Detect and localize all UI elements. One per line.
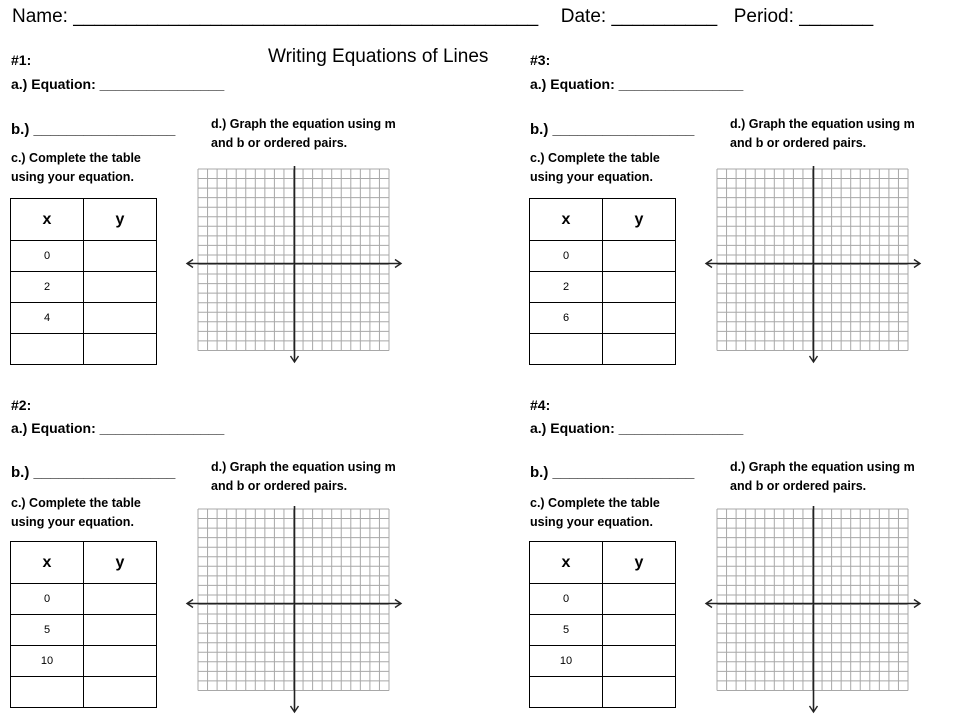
x-cell[interactable]: 0	[11, 584, 84, 615]
graph-instructions-line2: and b or ordered pairs.	[730, 136, 867, 150]
y-cell[interactable]	[603, 334, 676, 365]
date-blank[interactable]: __________	[611, 6, 718, 27]
table-instructions-line1: c.) Complete the table	[11, 496, 141, 510]
x-header: x	[530, 542, 603, 584]
x-cell[interactable]	[530, 677, 603, 708]
equation-blank[interactable]: ________________	[99, 420, 225, 436]
coordinate-grid[interactable]	[704, 166, 924, 366]
name-blank[interactable]: ____________________________________________	[73, 6, 539, 27]
x-cell[interactable]	[11, 334, 84, 365]
xy-table	[529, 198, 676, 365]
b-line	[11, 464, 175, 481]
b-label: b.)	[530, 464, 549, 481]
y-cell[interactable]	[603, 272, 676, 303]
equation-line	[530, 76, 743, 92]
problem-number: #2:	[11, 397, 32, 413]
equation-blank[interactable]: ________________	[618, 76, 744, 92]
equation-line	[11, 76, 224, 92]
table-instructions-line2: using your equation.	[530, 170, 653, 184]
table-instructions-line2: using your equation.	[530, 515, 653, 529]
period-blank[interactable]: _______	[799, 6, 874, 27]
graph-instructions-line2: and b or ordered pairs.	[730, 479, 867, 493]
table-instructions-line1: c.) Complete the table	[11, 151, 141, 165]
x-cell[interactable]: 10	[530, 646, 603, 677]
y-header: y	[84, 542, 157, 584]
graph-instructions	[730, 115, 915, 153]
b-label: b.)	[530, 121, 549, 138]
table-instructions	[11, 149, 141, 187]
y-cell[interactable]	[603, 584, 676, 615]
graph-instructions	[211, 458, 396, 496]
y-cell[interactable]	[603, 303, 676, 334]
page-title: Writing Equations of Lines	[268, 46, 489, 67]
y-header: y	[603, 542, 676, 584]
y-cell[interactable]	[84, 334, 157, 365]
y-cell[interactable]	[84, 584, 157, 615]
table-instructions-line2: using your equation.	[11, 170, 134, 184]
x-cell[interactable]: 5	[530, 615, 603, 646]
equation-blank[interactable]: ________________	[99, 76, 225, 92]
x-cell[interactable]: 6	[530, 303, 603, 334]
problem-number: #4:	[530, 397, 551, 413]
x-cell[interactable]: 2	[11, 272, 84, 303]
equation-blank[interactable]: ________________	[618, 420, 744, 436]
b-blank[interactable]: _________________	[552, 464, 695, 481]
x-cell[interactable]: 5	[11, 615, 84, 646]
x-header: x	[530, 199, 603, 241]
coordinate-grid[interactable]	[185, 506, 405, 716]
x-cell[interactable]: 4	[11, 303, 84, 334]
b-blank[interactable]: _________________	[33, 121, 176, 138]
table-instructions-line2: using your equation.	[11, 515, 134, 529]
equation-line	[530, 420, 743, 436]
graph-instructions	[211, 115, 396, 153]
y-cell[interactable]	[84, 677, 157, 708]
equation-label: a.) Equation:	[11, 420, 96, 436]
y-header: y	[603, 199, 676, 241]
b-line	[11, 121, 175, 138]
b-blank[interactable]: _________________	[33, 464, 176, 481]
coordinate-grid[interactable]	[185, 166, 405, 366]
xy-table	[10, 198, 157, 365]
table-instructions	[11, 494, 141, 532]
x-cell[interactable]: 2	[530, 272, 603, 303]
table-instructions	[530, 149, 660, 187]
equation-label: a.) Equation:	[530, 420, 615, 436]
b-label: b.)	[11, 121, 30, 138]
graph-instructions-line1: d.) Graph the equation using m	[211, 460, 396, 474]
graph-instructions	[730, 458, 915, 496]
worksheet-header	[12, 6, 873, 28]
graph-instructions-line1: d.) Graph the equation using m	[730, 460, 915, 474]
problem-number: #1:	[11, 52, 32, 68]
x-header: x	[11, 542, 84, 584]
y-cell[interactable]	[84, 241, 157, 272]
y-cell[interactable]	[84, 646, 157, 677]
y-cell[interactable]	[84, 272, 157, 303]
name-label: Name:	[12, 6, 68, 27]
x-cell[interactable]	[530, 334, 603, 365]
xy-table	[529, 541, 676, 708]
x-cell[interactable]: 0	[11, 241, 84, 272]
x-header: x	[11, 199, 84, 241]
table-instructions	[530, 494, 660, 532]
y-cell[interactable]	[603, 646, 676, 677]
equation-label: a.) Equation:	[11, 76, 96, 92]
graph-instructions-line2: and b or ordered pairs.	[211, 136, 348, 150]
b-line	[530, 121, 694, 138]
graph-instructions-line1: d.) Graph the equation using m	[211, 117, 396, 131]
equation-label: a.) Equation:	[530, 76, 615, 92]
problem-number: #3:	[530, 52, 551, 68]
y-cell[interactable]	[84, 303, 157, 334]
xy-table	[10, 541, 157, 708]
y-cell[interactable]	[84, 615, 157, 646]
graph-instructions-line1: d.) Graph the equation using m	[730, 117, 915, 131]
table-instructions-line1: c.) Complete the table	[530, 496, 660, 510]
x-cell[interactable]: 0	[530, 584, 603, 615]
date-label: Date:	[560, 6, 607, 27]
b-line	[530, 464, 694, 481]
x-cell[interactable]: 10	[11, 646, 84, 677]
y-cell[interactable]	[603, 677, 676, 708]
y-header: y	[84, 199, 157, 241]
x-cell[interactable]	[11, 677, 84, 708]
x-cell[interactable]: 0	[530, 241, 603, 272]
equation-line	[11, 420, 224, 436]
b-blank[interactable]: _________________	[552, 121, 695, 138]
coordinate-grid[interactable]	[704, 506, 924, 716]
b-label: b.)	[11, 464, 30, 481]
y-cell[interactable]	[603, 241, 676, 272]
y-cell[interactable]	[603, 615, 676, 646]
period-label: Period:	[733, 6, 794, 27]
table-instructions-line1: c.) Complete the table	[530, 151, 660, 165]
graph-instructions-line2: and b or ordered pairs.	[211, 479, 348, 493]
